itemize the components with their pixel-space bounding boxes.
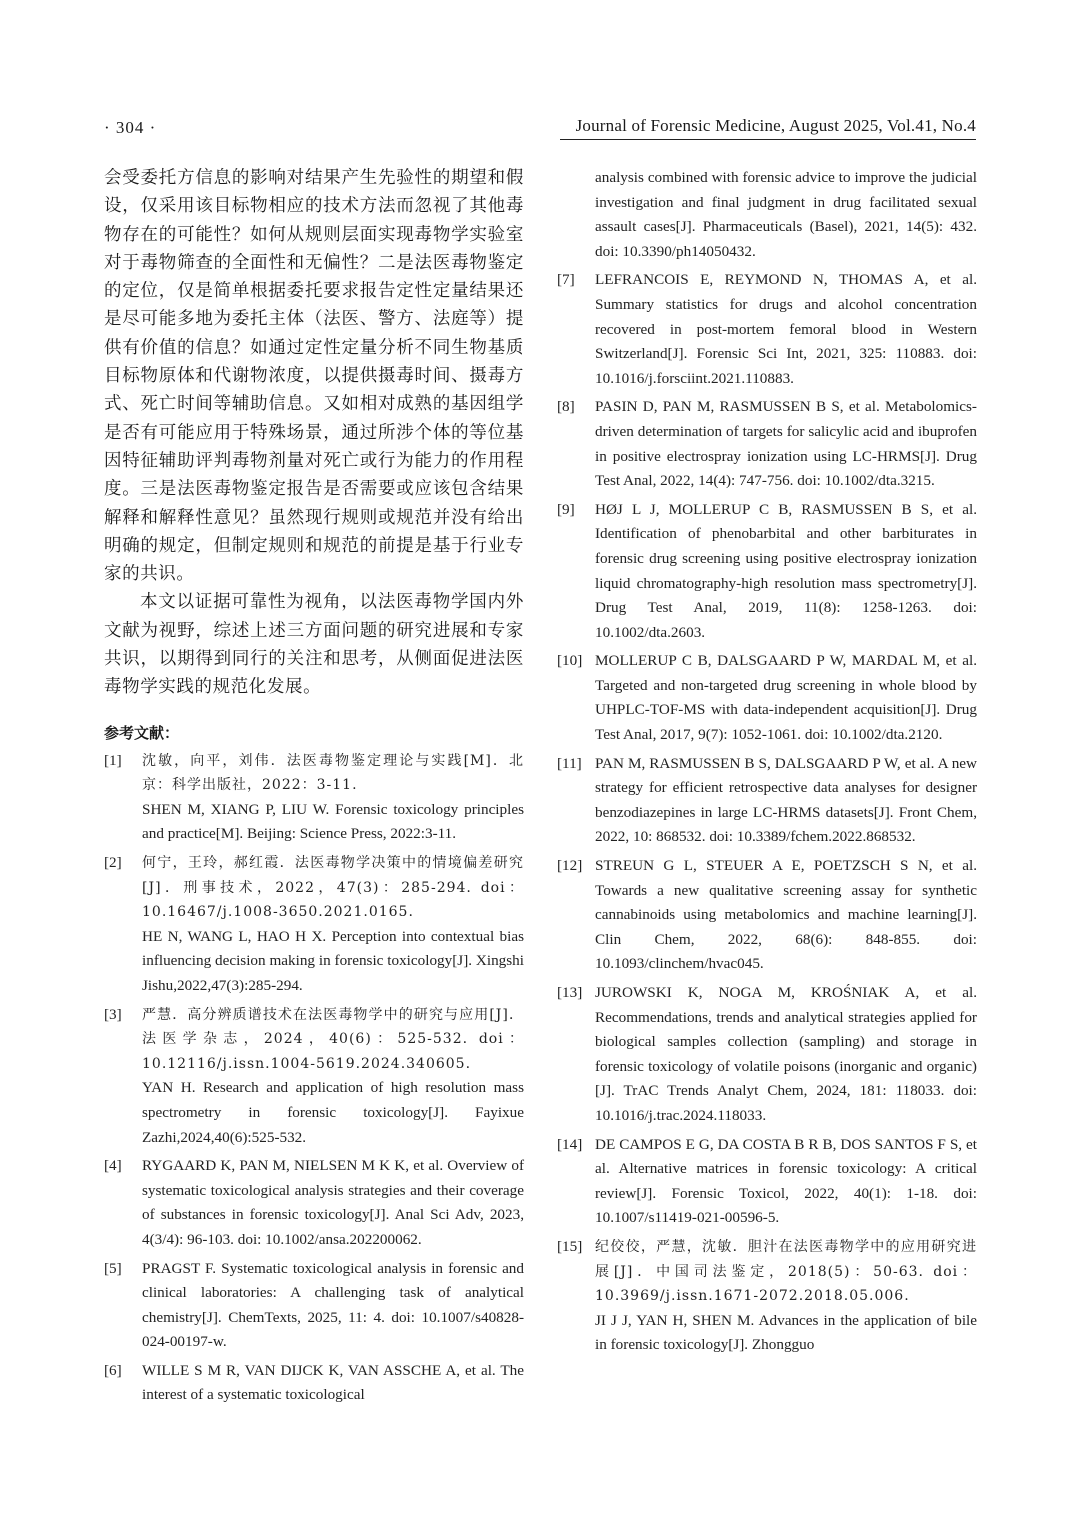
body-paragraph-2: 本文以证据可靠性为视角，以法医毒物学国内外文献为视野，综述上述三方面问题的研究进展和专家共识，以期得到同行的关注和思考，从侧面促进法医毒物学实践的规范化发展。	[104, 592, 524, 698]
reference-number: [5]	[104, 1259, 122, 1277]
header-rule	[560, 139, 976, 140]
reference-body: analysis combined with forensic advice to improve the judicial investigation and final judgment in drug facilitated sexual assault cases[J]. Pharmaceuticals (Basel), 2021, 14(5): 432. doi: 10.3390/ph14050432.	[595, 169, 977, 260]
reference-item	[557, 649, 977, 747]
reference-item	[557, 1133, 977, 1231]
reference-en: YAN H. Research and application of high resolution mass spectrometry in forensic toxicology[J]. Fayixue Zazhi,2024,40(6):525-532.	[142, 1079, 524, 1146]
reference-number: [4]	[104, 1157, 122, 1175]
reference-body: HØJ L J, MOLLERUP C B, RASMUSSEN B S, et al. Identification of phenobarbital and other barbiturates in forensic drug screening using positive electrospray ionization liquid chromatography-high resolution mass spectrometry[J]. Drug Test Anal, 2019, 11(8): 1258-1263. doi: 10.1002/dta.2603.	[595, 500, 977, 641]
reference-continuation	[557, 166, 977, 264]
reference-zh: 何宁，王玲，郝红霞．法医毒物学决策中的情境偏差研究[J]．刑事技术，2022，47(3)：285-294. doi：10.16467/j.1008-3650.2021.0165.	[142, 855, 524, 921]
reference-item	[104, 851, 524, 999]
reference-item	[104, 749, 524, 847]
reference-body	[142, 1003, 524, 1151]
page-number: · 304 ·	[104, 118, 157, 137]
reference-item	[104, 1003, 524, 1151]
reference-number: [1]	[104, 751, 122, 769]
reference-number: [15]	[557, 1237, 583, 1255]
right-column	[557, 166, 977, 1358]
reference-en: SHEN M, XIANG P, LIU W. Forensic toxicology principles and practice[M]. Beijing: Science Press, 2022:3-11.	[142, 800, 524, 843]
reference-item	[557, 752, 977, 850]
reference-body: PASIN D, PAN M, RASMUSSEN B S, et al. Metabolomics-driven determination of targets for salicylic acid and ibuprofen in positive electrospray ionization using LC-HRMS[J]. Drug Test Anal, 2022, 14(4): 747-756. doi: 10.1002/dta.3215.	[595, 398, 977, 490]
reference-item	[557, 854, 977, 977]
reference-number: [9]	[557, 500, 575, 518]
reference-number: [3]	[104, 1005, 122, 1023]
reference-item	[557, 268, 977, 391]
reference-body	[595, 1235, 977, 1358]
reference-number: [12]	[557, 857, 583, 875]
reference-en: HE N, WANG L, HAO H X. Perception into contextual bias influencing decision making in forensic toxicology[J]. Xingshi Jishu,2022,47(3):285-294.	[142, 927, 524, 994]
reference-number: [8]	[557, 398, 575, 416]
journal-header: Journal of Forensic Medicine, August 2025, Vol.41, No.4	[575, 116, 976, 135]
reference-number: [14]	[557, 1135, 583, 1153]
reference-body: LEFRANCOIS E, REYMOND N, THOMAS A, et al. Summary statistics for drugs and alcohol concentration recovered in post-mortem femoral blood in Western Switzerland[J]. Forensic Sci Int, 2021, 325: 110883. doi: 10.1016/j.forsciint.2021.110883.	[595, 271, 977, 387]
reference-zh: 纪佼佼，严慧，沈敏．胆汁在法医毒物学中的应用研究进展[J]．中国司法鉴定，2018(5)：50-63. doi：10.3969/j.issn.1671-2072.2018.05.006.	[595, 1238, 977, 1305]
reference-number: [13]	[557, 984, 583, 1001]
left-column	[104, 164, 524, 1408]
reference-item	[104, 1359, 524, 1408]
reference-body: RYGAARD K, PAN M, NIELSEN M K K, et al. Overview of systematic toxicological analysis strategies and their coverage of substances in forensic toxicology[J]. Anal Sci Adv, 2023, 4(3/4): 96-103. doi: 10.1002/ansa.202200062.	[142, 1157, 524, 1248]
body-paragraph-1: 会受委托方信息的影响对结果产生先验性的期望和假设，仅采用该目标物相应的技术方法而忽视了其他毒物存在的可能性？如何从规则层面实现毒物学实验室对于毒物筛查的全面性和无偏性？二是法医毒物鉴定的定位，仅是简单根据委托要求报告定性定量结果还是尽可能多地为委托主体（法医、警方、法庭等）提供有价值的信息？如通过定性定量分析不同生物基质目标物原体和代谢物浓度，以提供摄毒时间、摄毒方式、死亡时间等辅助信息。又如相对成熟的基因组学是否有可能应用于特殊场景，通过所涉个体的等位基因特征辅助评判毒物剂量对死亡或行为能力的作用程度。三是法医毒物鉴定报告是否需要或应该包含结果解释和解释性意见？虽然现行规则或规范并没有给出明确的规定，但制定规则和规范的前提是基于行业专家的共识。	[104, 168, 524, 585]
reference-number: [7]	[557, 271, 575, 289]
reference-body: PAN M, RASMUSSEN B S, DALSGAARD P W, et al. A new strategy for efficient retrospective data analyses for designer benzodiazepines in large LC-HRMS datasets[J]. Front Chem, 2022, 10: 868532. doi: 10.3389/fchem.2022.868532.	[595, 754, 977, 846]
reference-item	[104, 1257, 524, 1355]
reference-body: PRAGST F. Systematic toxicological analysis in forensic and clinical laboratories: A challenging task of analytical chemistry[J]. ChemTexts, 2025, 11: 4. doi: 10.1007/s40828-024-00197-w.	[142, 1259, 524, 1351]
reference-body: JUROWSKI K, NOGA M, KROŚNIAK A, et al. Recommendations, trends and analytical strategies applied for biological samples collection (sampling) and storage in forensic toxicology of volatile poisons (inorganic and organic)[J]. TrAC Trends Analyt Chem, 2024, 181: 118033. doi: 10.1016/j.trac.2024.118033.	[595, 984, 977, 1124]
reference-number: [10]	[557, 652, 583, 670]
reference-number: [11]	[557, 754, 582, 772]
reference-zh: 严慧．高分辨质谱技术在法医毒物学中的研究与应用[J]．法医学杂志，2024，40(6)：525-532. doi：10.12116/j.issn.1004-5619.2024.340605.	[142, 1006, 524, 1072]
reference-number: [6]	[104, 1361, 122, 1379]
reference-item	[557, 395, 977, 493]
reference-body: MOLLERUP C B, DALSGAARD P W, MARDAL M, et al. Targeted and non-targeted drug screening in whole blood by UHPLC-TOF-MS with data-independent acquisition[J]. Drug Test Anal, 2017, 9(7): 1052-1061. doi: 10.1002/dta.2120.	[595, 652, 977, 744]
reference-number-blank	[557, 166, 595, 264]
reference-body	[142, 851, 524, 999]
reference-en: JI J J, YAN H, SHEN M. Advances in the application of bile in forensic toxicology[J]. Zhongguo	[595, 1311, 977, 1354]
reference-body	[142, 749, 524, 847]
reference-zh: 沈敏，向平，刘伟．法医毒物鉴定理论与实践[M]．北京：科学出版社，2022：3-11.	[142, 752, 524, 794]
reference-body: STREUN G L, STEUER A E, POETZSCH S N, et al. Towards a new qualitative screening assay for synthetic cannabinoids using metabolomics and machine learning[J]. Clin Chem, 2022, 68(6): 848-855. doi: 10.1093/clinchem/hvac045.	[595, 857, 977, 973]
reference-body: DE CAMPOS E G, DA COSTA B R B, DOS SANTOS F S, et al. Alternative matrices in forensic toxicology: A critical review[J]. Forensic Toxicol, 2022, 40(1): 1-18. doi: 10.1007/s11419-021-00596-5.	[595, 1135, 977, 1227]
reference-item	[557, 981, 977, 1129]
reference-item	[104, 1154, 524, 1252]
reference-item	[557, 1235, 977, 1358]
reference-item	[557, 498, 977, 646]
reference-number: [2]	[104, 854, 122, 872]
reference-body: WILLE S M R, VAN DIJCK K, VAN ASSCHE A, et al. The interest of a systematic toxicological	[142, 1361, 524, 1404]
references-heading: 参考文献：	[104, 723, 180, 742]
